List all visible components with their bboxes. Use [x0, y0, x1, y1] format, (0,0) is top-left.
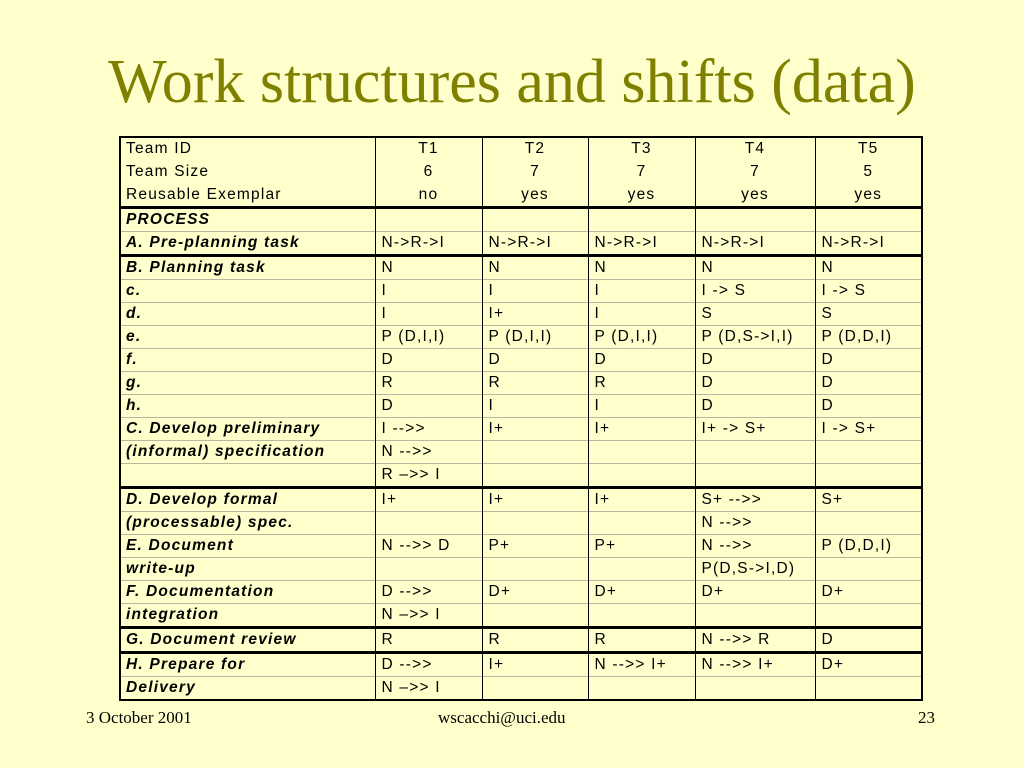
table-cell: N->R->I — [588, 232, 695, 256]
table-cell: N->R->I — [375, 232, 482, 256]
table-cell: P (D,I,I) — [375, 326, 482, 349]
table-cell: N — [588, 256, 695, 280]
table-cell: D — [588, 349, 695, 372]
header-cell: T5 — [815, 137, 922, 161]
table-cell: D — [695, 349, 815, 372]
table-cell — [588, 604, 695, 628]
table-cell — [695, 677, 815, 701]
header-row — [120, 184, 922, 208]
header-cell: T2 — [482, 137, 588, 161]
table-cell: D — [375, 349, 482, 372]
table-cell — [482, 604, 588, 628]
row-label: write-up — [120, 558, 375, 581]
table-cell: P+ — [588, 535, 695, 558]
table-row — [120, 326, 922, 349]
row-label: c. — [120, 280, 375, 303]
row-label: E. Document — [120, 535, 375, 558]
table-cell: S — [695, 303, 815, 326]
table-cell: I+ -> S+ — [695, 418, 815, 441]
footer-page-number: 23 — [918, 708, 935, 727]
table-cell — [695, 464, 815, 488]
header-row-label: Team ID — [120, 137, 375, 161]
table-row — [120, 349, 922, 372]
table-cell: R — [482, 628, 588, 653]
table-cell: R — [588, 372, 695, 395]
header-cell: 7 — [695, 161, 815, 184]
table-row — [120, 628, 922, 653]
row-label: (processable) spec. — [120, 512, 375, 535]
table-cell: D -->> — [375, 653, 482, 677]
table-cell: I+ — [482, 418, 588, 441]
row-label: D. Develop formal — [120, 488, 375, 512]
table-row — [120, 677, 922, 701]
header-cell: T4 — [695, 137, 815, 161]
table-cell: N -->> I+ — [695, 653, 815, 677]
table-cell — [695, 208, 815, 232]
table-row — [120, 256, 922, 280]
table-row — [120, 280, 922, 303]
header-cell: 5 — [815, 161, 922, 184]
table-cell: D — [482, 349, 588, 372]
table-cell: D — [695, 395, 815, 418]
table-cell: N -->> — [695, 535, 815, 558]
table-cell: P(D,S->I,D) — [695, 558, 815, 581]
row-label: d. — [120, 303, 375, 326]
table-cell: I+ — [588, 418, 695, 441]
header-cell: yes — [815, 184, 922, 208]
table-cell: I — [375, 280, 482, 303]
row-label: f. — [120, 349, 375, 372]
table-cell: N -->> — [375, 441, 482, 464]
row-label: e. — [120, 326, 375, 349]
table-cell — [588, 208, 695, 232]
table-cell — [588, 441, 695, 464]
table-row — [120, 208, 922, 232]
table-cell: N — [695, 256, 815, 280]
header-cell: T1 — [375, 137, 482, 161]
table-cell: P (D,I,I) — [482, 326, 588, 349]
table-cell: I+ — [482, 488, 588, 512]
table-cell — [482, 208, 588, 232]
table-cell: I — [588, 280, 695, 303]
table-cell — [588, 512, 695, 535]
row-label: integration — [120, 604, 375, 628]
table-cell: I+ — [482, 303, 588, 326]
footer-date: 3 October 2001 — [86, 708, 192, 727]
table-row — [120, 535, 922, 558]
table-cell: S — [815, 303, 922, 326]
table-cell: N->R->I — [482, 232, 588, 256]
table-cell — [588, 464, 695, 488]
footer-email: wscacchi@uci.edu — [438, 708, 566, 727]
header-row — [120, 161, 922, 184]
table-cell: N — [815, 256, 922, 280]
table-cell: P+ — [482, 535, 588, 558]
table-row — [120, 581, 922, 604]
table-row — [120, 653, 922, 677]
table-row — [120, 441, 922, 464]
header-cell: yes — [695, 184, 815, 208]
table-cell: I+ — [375, 488, 482, 512]
table-cell: I — [482, 280, 588, 303]
header-row — [120, 137, 922, 161]
table-cell — [815, 208, 922, 232]
table-cell: R — [482, 372, 588, 395]
table-cell: I -> S+ — [815, 418, 922, 441]
table-cell: D+ — [815, 581, 922, 604]
table-cell: I -> S — [695, 280, 815, 303]
table-cell — [482, 677, 588, 701]
table-cell — [815, 512, 922, 535]
table-cell: N –>> I — [375, 604, 482, 628]
table-cell: N -->> R — [695, 628, 815, 653]
header-cell: no — [375, 184, 482, 208]
table-cell — [375, 512, 482, 535]
table-cell — [375, 558, 482, 581]
table-cell: I -> S — [815, 280, 922, 303]
table-cell: N — [482, 256, 588, 280]
table-cell: D — [815, 628, 922, 653]
table-row — [120, 395, 922, 418]
table-row — [120, 372, 922, 395]
table-cell: I — [588, 395, 695, 418]
table-cell — [482, 512, 588, 535]
table-cell — [482, 464, 588, 488]
table-cell: N->R->I — [695, 232, 815, 256]
table-row — [120, 558, 922, 581]
header-row-label: Reusable Exemplar — [120, 184, 375, 208]
table-row — [120, 464, 922, 488]
row-label: Delivery — [120, 677, 375, 701]
table-cell: N –>> I — [375, 677, 482, 701]
row-label: C. Develop preliminary — [120, 418, 375, 441]
table-cell — [815, 558, 922, 581]
table-cell — [815, 677, 922, 701]
table-cell: D -->> — [375, 581, 482, 604]
table-cell: S+ -->> — [695, 488, 815, 512]
table-cell: R — [588, 628, 695, 653]
work-structure-table — [119, 136, 923, 701]
table-cell — [375, 208, 482, 232]
table-cell: I+ — [482, 653, 588, 677]
header-cell: yes — [588, 184, 695, 208]
table-cell — [695, 604, 815, 628]
table-cell: D — [375, 395, 482, 418]
header-cell: 7 — [482, 161, 588, 184]
table-row — [120, 418, 922, 441]
row-label: H. Prepare for — [120, 653, 375, 677]
header-cell: yes — [482, 184, 588, 208]
table-cell — [588, 558, 695, 581]
header-row-label: Team Size — [120, 161, 375, 184]
row-label: F. Documentation — [120, 581, 375, 604]
table-cell: D — [695, 372, 815, 395]
table-cell: R — [375, 628, 482, 653]
table-cell — [815, 464, 922, 488]
table-row — [120, 232, 922, 256]
table-cell: S+ — [815, 488, 922, 512]
table-row — [120, 604, 922, 628]
table-cell: P (D,S->I,I) — [695, 326, 815, 349]
table-cell: N -->> — [695, 512, 815, 535]
table-cell: I — [588, 303, 695, 326]
table-cell: N->R->I — [815, 232, 922, 256]
table-cell — [482, 558, 588, 581]
table-cell — [588, 677, 695, 701]
row-label: B. Planning task — [120, 256, 375, 280]
table-cell: P (D,I,I) — [588, 326, 695, 349]
row-label: g. — [120, 372, 375, 395]
table-cell: D+ — [588, 581, 695, 604]
table-cell: D+ — [695, 581, 815, 604]
table-cell: D+ — [815, 653, 922, 677]
row-label: PROCESS — [120, 208, 375, 232]
table-cell: P (D,D,I) — [815, 326, 922, 349]
header-cell: T3 — [588, 137, 695, 161]
table-cell — [482, 441, 588, 464]
table-cell: N -->> D — [375, 535, 482, 558]
slide-title: Work structures and shifts (data) — [108, 48, 916, 116]
table-row — [120, 488, 922, 512]
table-cell: N -->> I+ — [588, 653, 695, 677]
table-cell: P (D,D,I) — [815, 535, 922, 558]
row-label: G. Document review — [120, 628, 375, 653]
table-cell: D+ — [482, 581, 588, 604]
row-label: A. Pre-planning task — [120, 232, 375, 256]
table-cell: D — [815, 372, 922, 395]
table-row — [120, 303, 922, 326]
table-cell — [695, 441, 815, 464]
table-cell: I+ — [588, 488, 695, 512]
table-cell: I — [482, 395, 588, 418]
table-cell — [815, 604, 922, 628]
header-cell: 6 — [375, 161, 482, 184]
table-cell: I -->> — [375, 418, 482, 441]
table-cell — [815, 441, 922, 464]
table-row — [120, 512, 922, 535]
table-cell: I — [375, 303, 482, 326]
table-cell: D — [815, 349, 922, 372]
header-cell: 7 — [588, 161, 695, 184]
row-label: (informal) specification — [120, 441, 375, 464]
table-cell: R –>> I — [375, 464, 482, 488]
table-cell: R — [375, 372, 482, 395]
row-label — [120, 464, 375, 488]
table-cell: D — [815, 395, 922, 418]
row-label: h. — [120, 395, 375, 418]
table-cell: N — [375, 256, 482, 280]
